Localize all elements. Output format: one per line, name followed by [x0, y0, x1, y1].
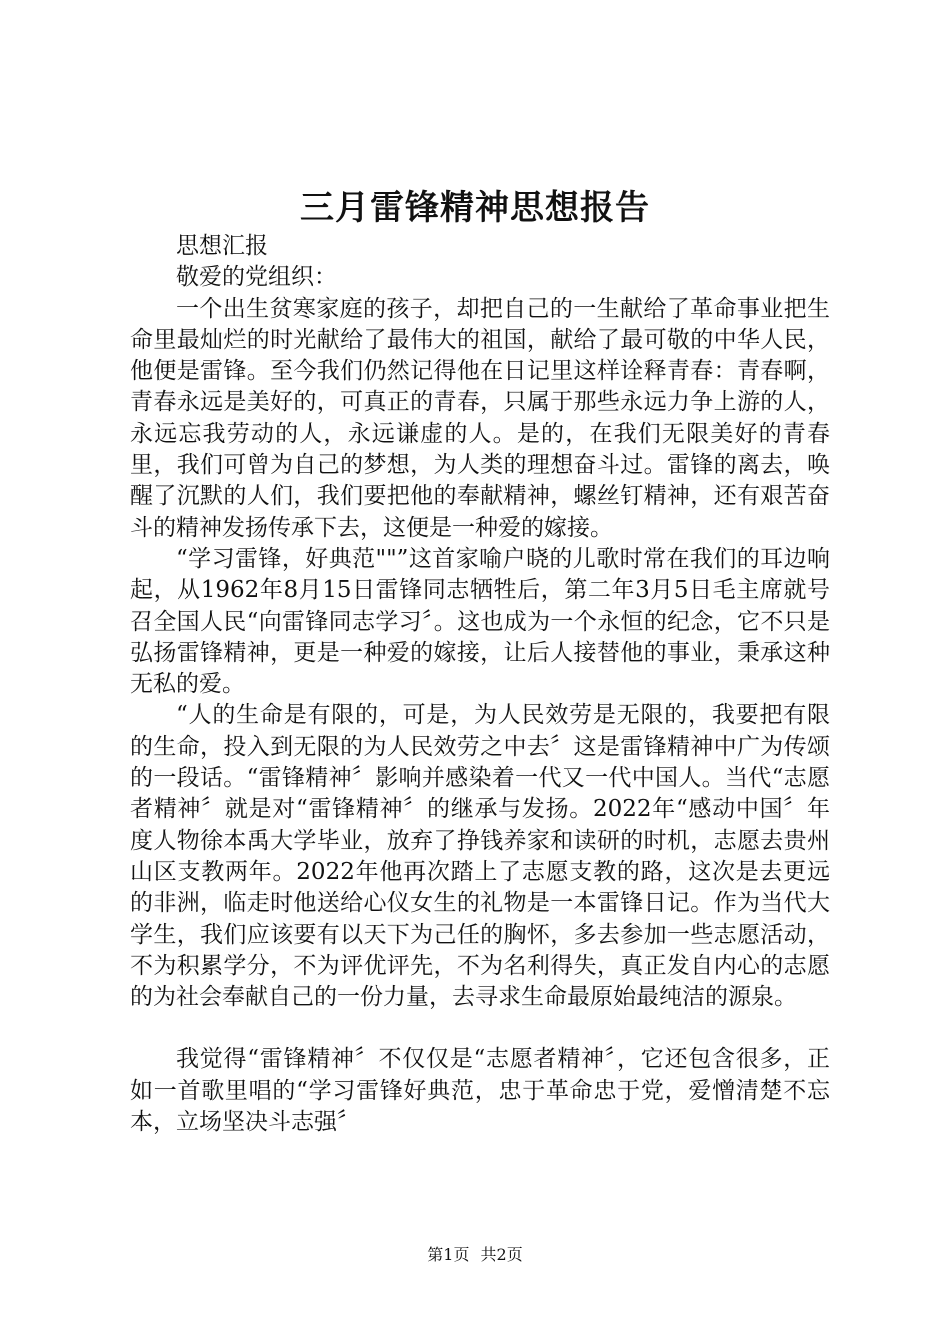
page-total: 共2页 — [480, 1245, 523, 1264]
page-footer — [0, 1243, 950, 1267]
body-paragraph: 我觉得“雷锋精神〞不仅仅是“志愿者精神〞，它还包含很多，正如一首歌里唱的“学习雷锋好典范，忠于革命忠于党，爱憎清楚不忘本，立场坚决斗志强〞 — [130, 1046, 830, 1136]
page-number: 第1页 — [427, 1245, 470, 1264]
body-paragraph: “人的生命是有限的，可是，为人民效劳是无限的，我要把有限的生命，投入到无限的为人民效劳之中去〞这是雷锋精神中广为传颂的一段话。“雷锋精神〞影响并感染着一代又一代中国人。当代“志愿者精神〞就是对“雷锋精神〞的继承与发扬。2022年“感动中国〞年度人物徐本禹大学毕业，放弃了挣钱养家和读研的时机，志愿去贵州山区支教两年。2022年他再次踏上了志愿支教的路，这次是去更远的非洲，临走时他送给心仪女生的礼物是一本雷锋日记。作为当代大学生，我们应该要有以天下为己任的胸怀，多去参加一些志愿活动，不为积累学分，不为评优评先，不为名利得失，真正发自内心的志愿的为社会奉献自己的一份力量，去寻求生命最原始最纯洁的源泉。 — [130, 702, 830, 1011]
document-title: 三月雷锋精神思想报告 — [300, 188, 650, 228]
document-body — [130, 231, 830, 1138]
salutation-heading: 思想汇报 — [176, 233, 268, 259]
body-paragraph: 一个出生贫寒家庭的孩子，却把自己的一生献给了革命事业把生命里最灿烂的时光献给了最伟大的祖国，献给了最可敬的中华人民，他便是雷锋。至今我们仍然记得他在日记里这样诠释青春：青春啊，青春永远是美好的，可真正的青春，只属于那些永远力争上游的人，永远忘我劳动的人，永远谦虚的人。是的，在我们无限美好的青春里，我们可曾为自己的梦想，为人类的理想奋斗过。雷锋的离去，唤醒了沉默的人们，我们要把他的奉献精神，螺丝钉精神，还有艰苦奋斗的精神发扬传承下去，这便是一种爱的嫁接。 — [130, 295, 830, 541]
salutation-recipient: 敬爱的党组织： — [176, 264, 337, 291]
body-paragraph: “学习雷锋，好典范""”这首家喻户晓的儿歌时常在我们的耳边响起，从1962年8月15日雷锋同志牺牲后，第二年3月5日毛主席就号召全国人民“向雷锋同志学习〞。这也成为一个永恒的纪念，它不只是弘扬雷锋精神，更是一种爱的嫁接，让后人接替他的事业，秉承这种无私的爱。 — [130, 545, 830, 698]
